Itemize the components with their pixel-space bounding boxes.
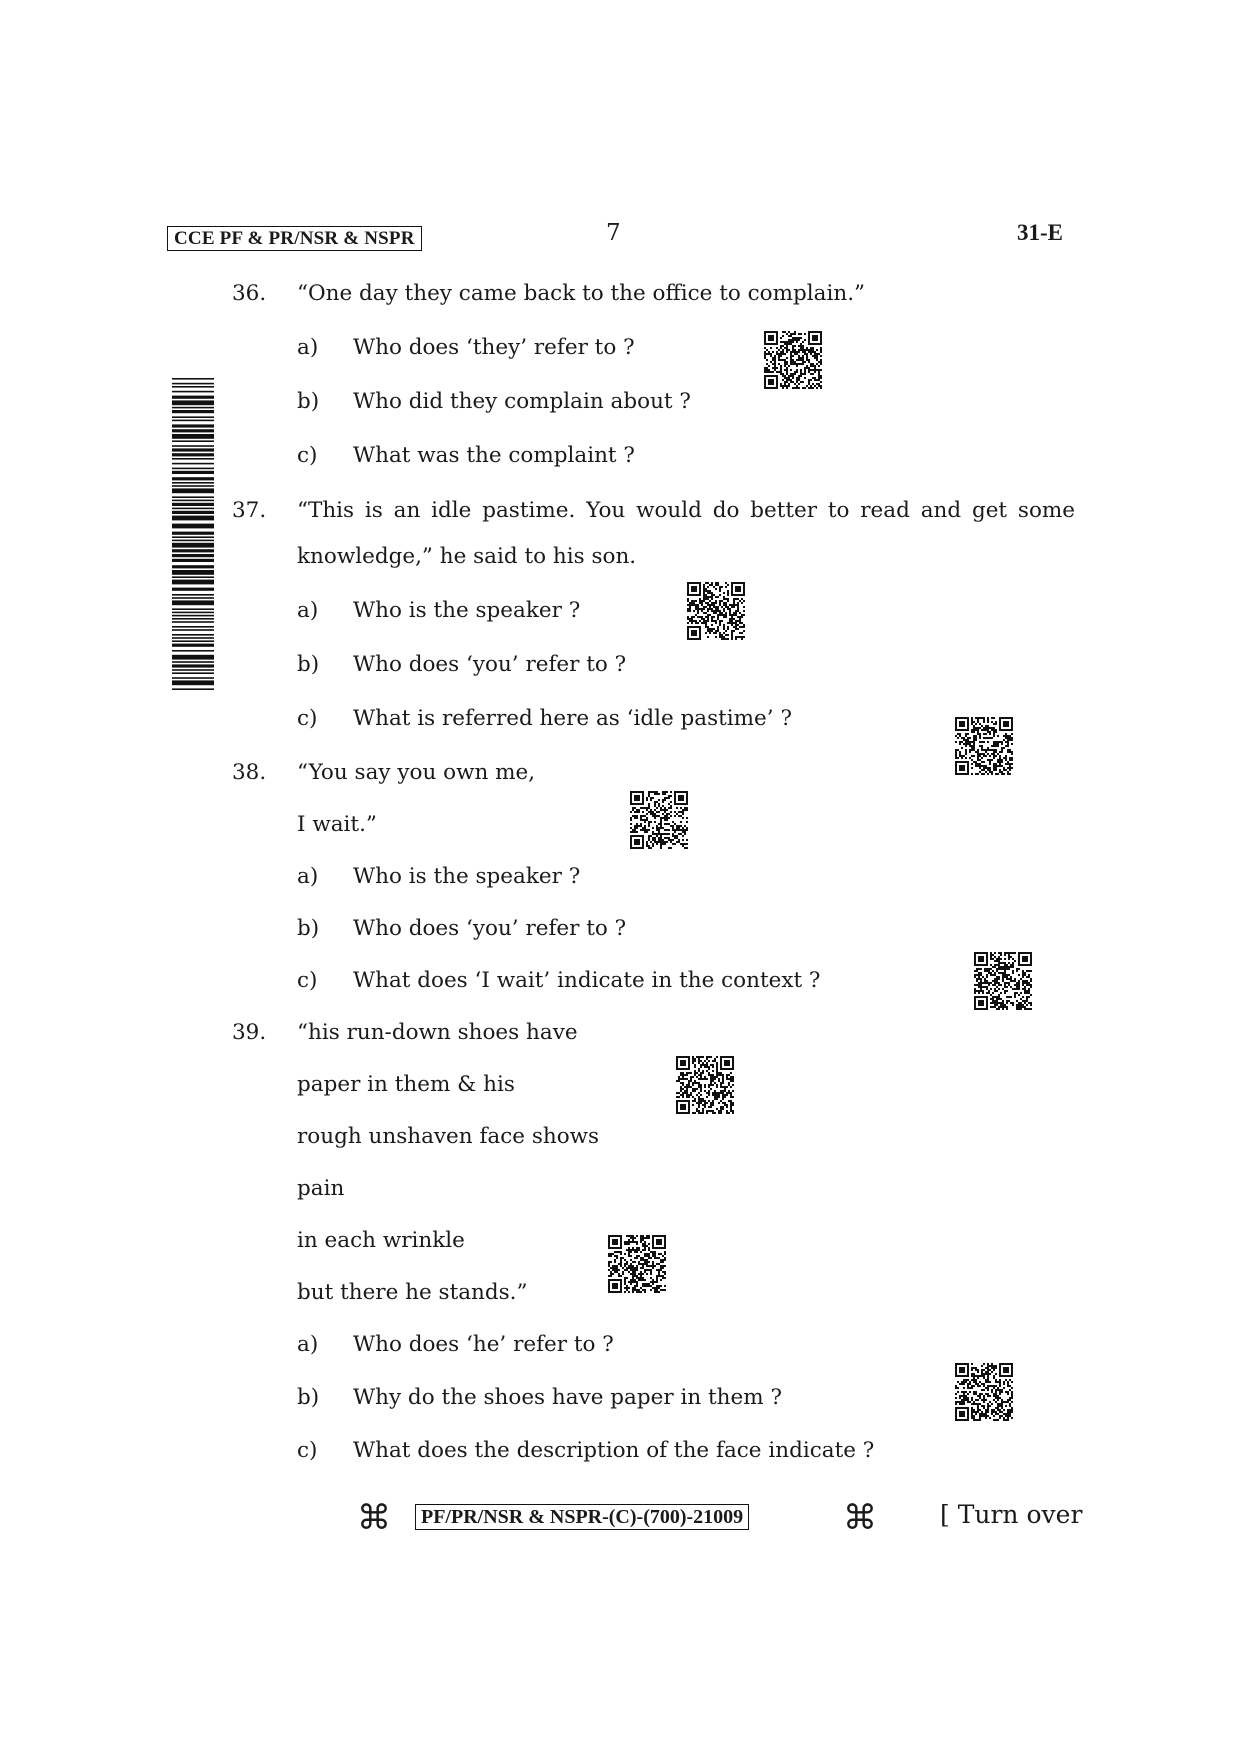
question-text-line: in each wrinkle	[297, 1228, 465, 1253]
question-number: 39.	[232, 1020, 267, 1045]
option-letter: c)	[297, 968, 318, 993]
option-letter: a)	[297, 335, 319, 360]
option-letter: a)	[297, 1332, 319, 1357]
barcode	[172, 378, 214, 690]
qr-code	[764, 331, 822, 389]
qr-code	[630, 791, 688, 849]
question-text-line: but there he stands.”	[297, 1280, 528, 1305]
option-letter: b)	[297, 652, 320, 677]
turn-over-note: [ Turn over	[940, 1500, 1083, 1529]
question-text-line: rough unshaven face shows	[297, 1124, 600, 1149]
question-text-line: I wait.”	[297, 812, 377, 837]
qr-code	[608, 1235, 666, 1293]
page-number: 7	[606, 220, 621, 246]
option-text: Why do the shoes have paper in them ?	[353, 1385, 782, 1410]
command-symbol-icon: ⌘	[357, 1498, 391, 1538]
question-number: 38.	[232, 760, 267, 785]
qr-code	[955, 1363, 1013, 1421]
option-text: Who is the speaker ?	[353, 598, 581, 623]
option-text: What does ‘I wait’ indicate in the context ?	[353, 968, 821, 993]
option-text: What is referred here as ‘idle pastime’ ?	[353, 706, 792, 731]
option-text: Who does ‘you’ refer to ?	[353, 916, 627, 941]
option-text: Who did they complain about ?	[353, 389, 691, 414]
series-code-box: CCE PF & PR/NSR & NSPR	[167, 226, 422, 251]
option-text: Who does ‘he’ refer to ?	[353, 1332, 614, 1357]
question-text-line: knowledge,” he said to his son.	[297, 544, 637, 569]
option-letter: a)	[297, 598, 319, 623]
qr-code	[687, 582, 745, 640]
option-letter: c)	[297, 1438, 318, 1463]
option-text: Who is the speaker ?	[353, 864, 581, 889]
question-text-line: “You say you own me,	[297, 760, 536, 785]
qr-code	[676, 1056, 734, 1114]
command-symbol-icon: ⌘	[843, 1498, 877, 1538]
option-letter: c)	[297, 706, 318, 731]
question-text-line: “his run-down shoes have	[297, 1020, 578, 1045]
qr-code	[955, 717, 1013, 775]
question-text-line: “This is an idle pastime. You would do better to read and get some	[297, 498, 1075, 523]
question-text-line: “One day they came back to the office to complain.”	[297, 281, 866, 306]
question-text-line: pain	[297, 1176, 345, 1201]
footer-code-box: PF/PR/NSR & NSPR-(C)-(700)-21009	[415, 1504, 749, 1530]
option-letter: a)	[297, 864, 319, 889]
option-text: Who does ‘they’ refer to ?	[353, 335, 635, 360]
question-text-line: paper in them & his	[297, 1072, 515, 1097]
paper-code: 31-E	[1017, 220, 1063, 245]
question-number: 37.	[232, 498, 267, 523]
option-letter: b)	[297, 1385, 320, 1410]
option-letter: c)	[297, 443, 318, 468]
qr-code	[974, 952, 1032, 1010]
option-text: What was the complaint ?	[353, 443, 635, 468]
option-letter: b)	[297, 916, 320, 941]
option-letter: b)	[297, 389, 320, 414]
option-text: Who does ‘you’ refer to ?	[353, 652, 627, 677]
option-text: What does the description of the face indicate ?	[353, 1438, 875, 1463]
question-number: 36.	[232, 281, 267, 306]
